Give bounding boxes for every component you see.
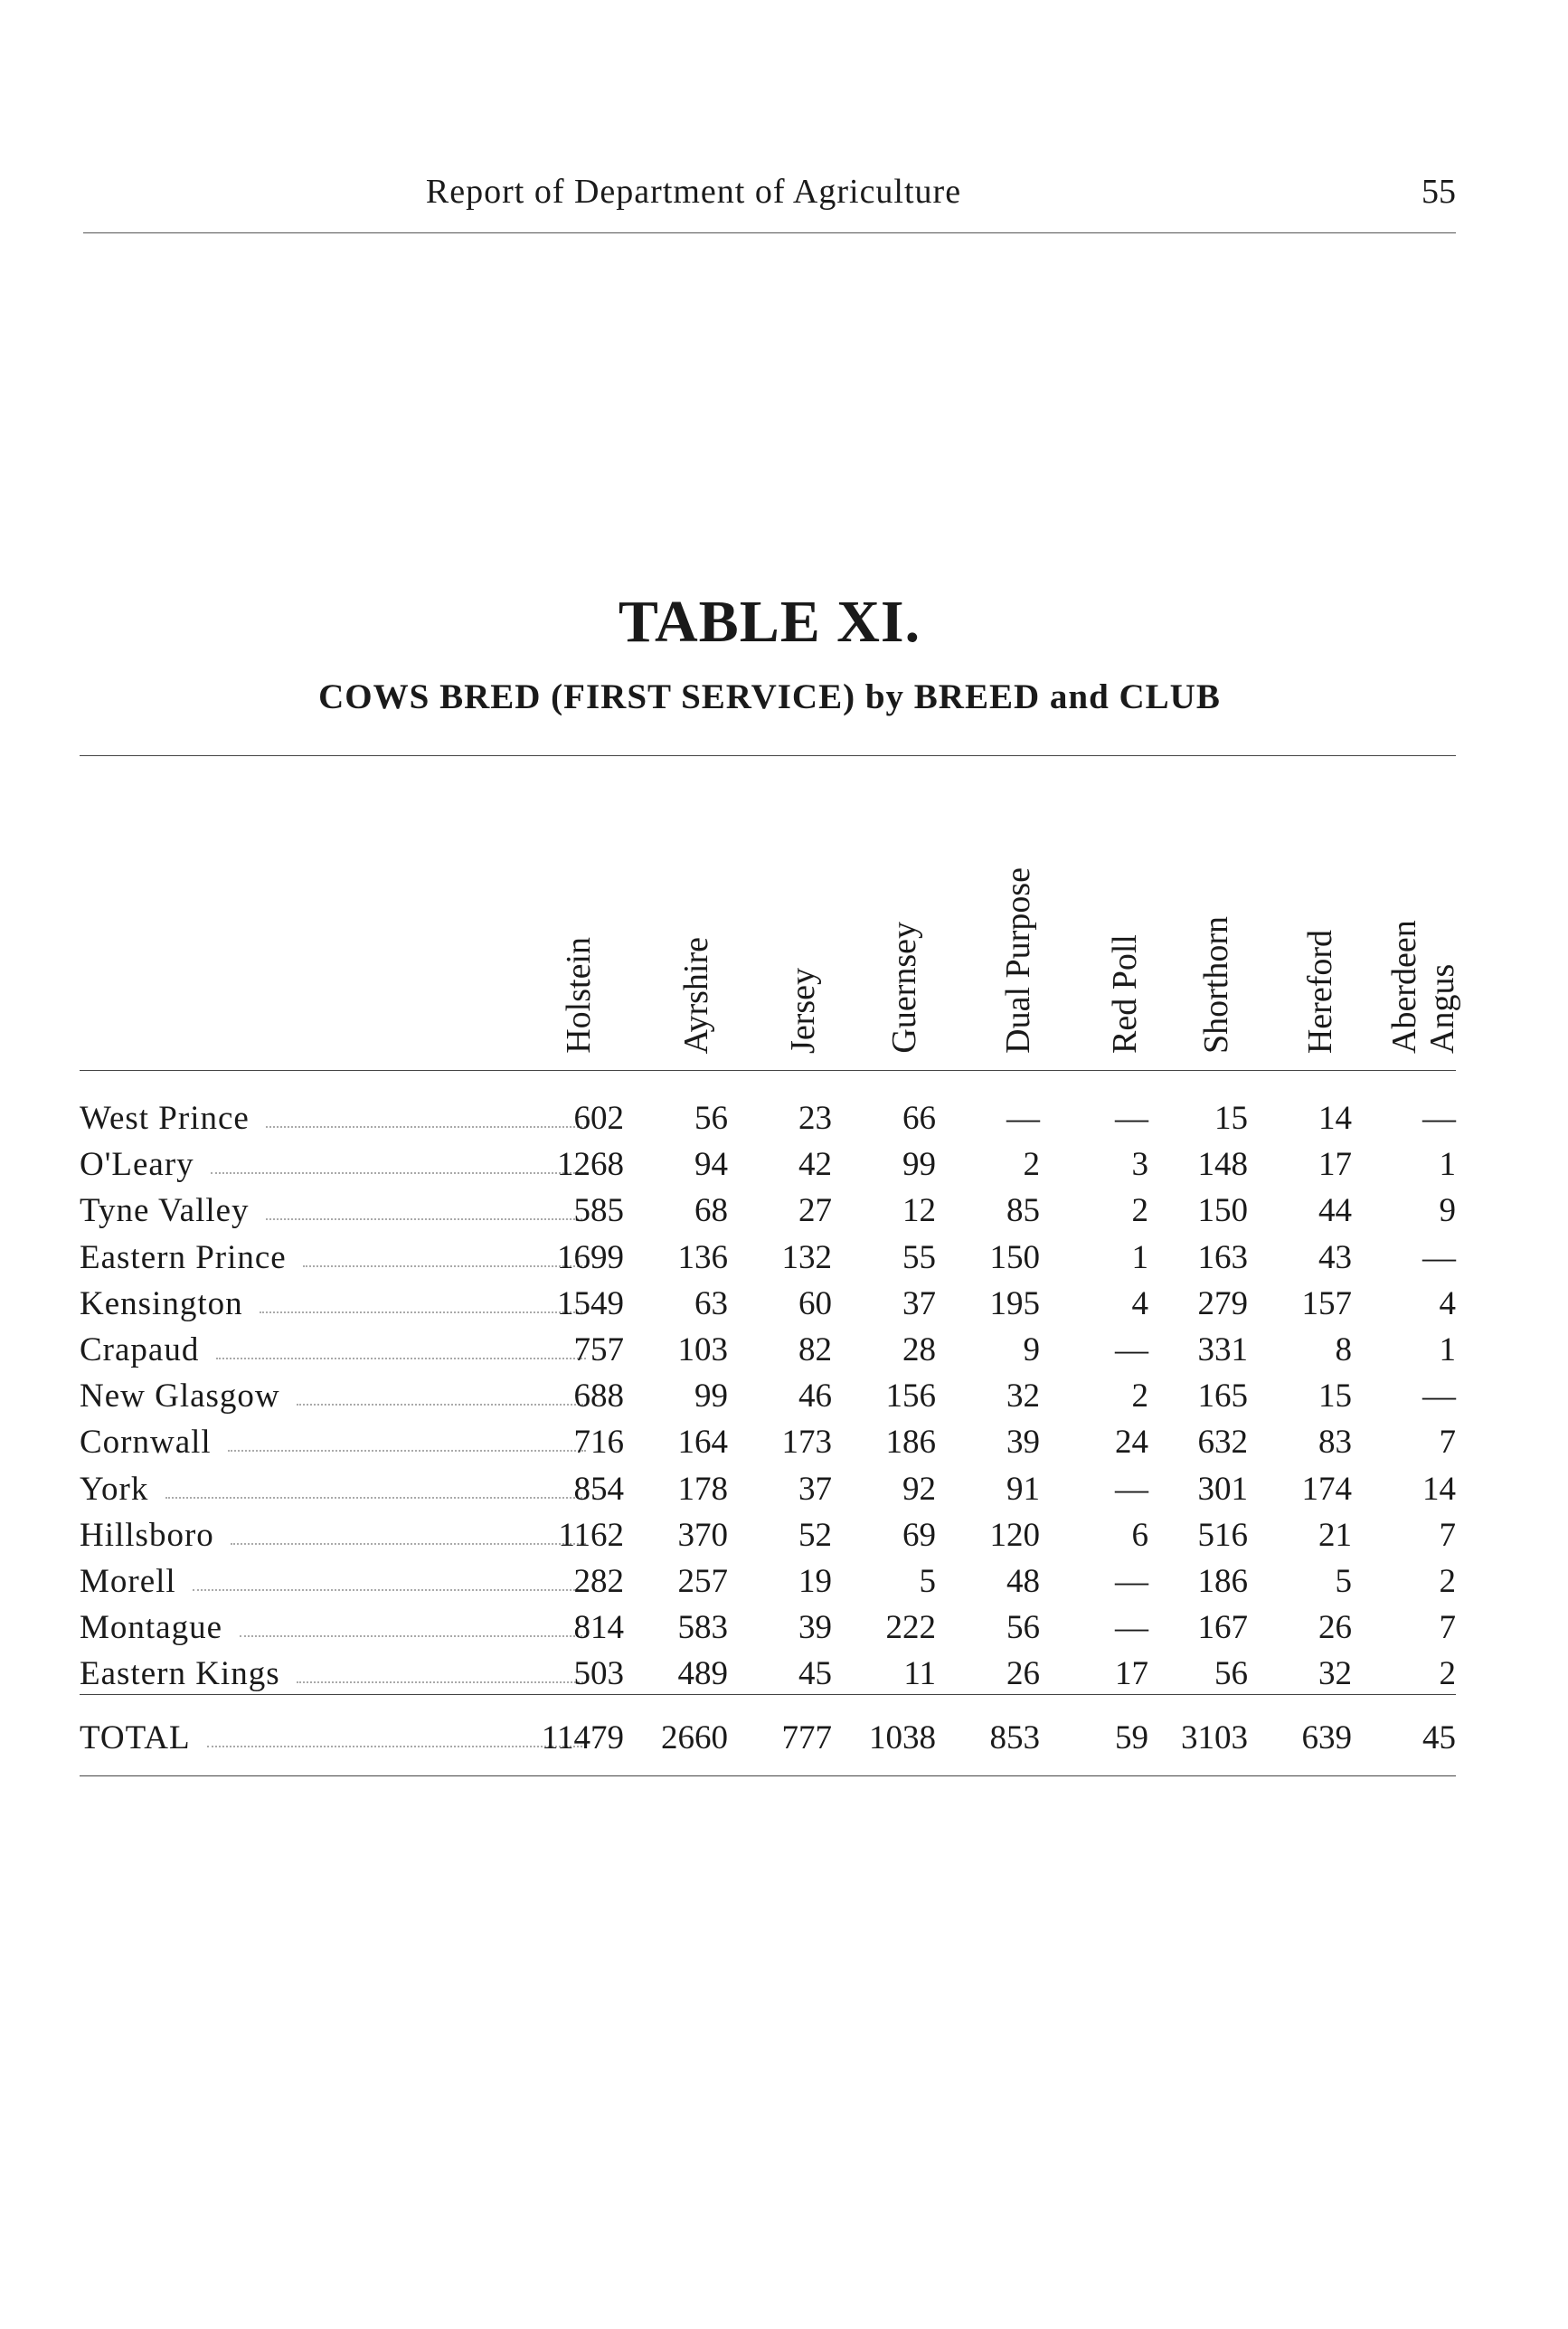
dot-leader (231, 1543, 586, 1545)
value-cell: 150 (989, 1239, 1040, 1276)
value-cell: 15 (1318, 1378, 1352, 1415)
value-cell: 222 (885, 1609, 936, 1646)
table-title: TABLE XI. (618, 589, 921, 655)
club-name: Eastern Prince (80, 1239, 287, 1276)
value-cell: 7 (1439, 1609, 1456, 1646)
value-cell: 11479 (541, 1719, 624, 1756)
dot-leader (297, 1681, 586, 1683)
column-header (868, 760, 940, 1054)
value-cell: 92 (902, 1471, 936, 1508)
club-name: York (80, 1471, 149, 1508)
table-row (80, 1191, 1456, 1237)
club-name: New Glasgow (80, 1378, 280, 1415)
header-rule (83, 232, 1456, 233)
value-cell: 19 (798, 1563, 832, 1600)
table-top-rule (80, 755, 1456, 756)
value-cell: 4 (1131, 1285, 1148, 1322)
value-cell: 26 (1318, 1609, 1352, 1646)
value-cell: 136 (677, 1239, 728, 1276)
dot-leader (266, 1126, 586, 1128)
value-cell: 4 (1439, 1285, 1456, 1322)
value-cell: 9 (1439, 1192, 1456, 1229)
club-name: Tyne Valley (80, 1192, 250, 1229)
value-cell: 3 (1131, 1146, 1148, 1183)
value-cell: 2 (1023, 1146, 1040, 1183)
column-header (660, 760, 732, 1054)
value-cell: — (1115, 1471, 1148, 1508)
header-bottom-rule (80, 1070, 1456, 1071)
value-cell: 32 (1318, 1655, 1352, 1692)
club-name: Cornwall (80, 1424, 212, 1461)
value-cell: 44 (1318, 1192, 1352, 1229)
table-row (80, 1423, 1456, 1469)
column-header-label: Holstein (560, 937, 598, 1054)
dot-leader (260, 1311, 586, 1313)
column-header-label: Aberdeen Angus (1385, 920, 1461, 1054)
value-cell: 173 (781, 1424, 832, 1461)
value-cell: 632 (1197, 1424, 1248, 1461)
value-cell: 583 (677, 1609, 728, 1646)
value-cell: 48 (1006, 1563, 1040, 1600)
value-cell: 2 (1131, 1378, 1148, 1415)
value-cell: 186 (885, 1424, 936, 1461)
value-cell: — (1422, 1100, 1456, 1137)
value-cell: 42 (798, 1146, 832, 1183)
dot-leader (165, 1497, 586, 1499)
value-cell: 83 (1318, 1424, 1352, 1461)
value-cell: 27 (798, 1192, 832, 1229)
value-cell: 157 (1301, 1285, 1352, 1322)
value-cell: 1 (1439, 1146, 1456, 1183)
value-cell: 23 (798, 1100, 832, 1137)
value-cell: 66 (902, 1100, 936, 1137)
value-cell: 15 (1214, 1100, 1248, 1137)
value-cell: 279 (1197, 1285, 1248, 1322)
page-number: 55 (1422, 173, 1456, 211)
value-cell: 56 (1214, 1655, 1248, 1692)
value-cell: 68 (694, 1192, 728, 1229)
value-cell: 21 (1318, 1517, 1352, 1554)
value-cell: 2660 (661, 1719, 728, 1756)
value-cell: 503 (573, 1655, 624, 1692)
value-cell: 2 (1439, 1655, 1456, 1692)
table-row (80, 1284, 1456, 1330)
value-cell: 163 (1197, 1239, 1248, 1276)
value-cell: 120 (989, 1517, 1040, 1554)
value-cell: 99 (694, 1378, 728, 1415)
value-cell: 489 (677, 1655, 728, 1692)
club-name: Morell (80, 1563, 176, 1600)
column-header (1385, 760, 1461, 1054)
value-cell: 63 (694, 1285, 728, 1322)
table-row (80, 1099, 1456, 1145)
value-cell: 132 (781, 1239, 832, 1276)
value-cell: 69 (902, 1517, 936, 1554)
dot-leader (266, 1218, 586, 1220)
value-cell: 55 (902, 1239, 936, 1276)
value-cell: 3103 (1181, 1719, 1248, 1756)
value-cell: 167 (1197, 1609, 1248, 1646)
value-cell: 52 (798, 1517, 832, 1554)
value-cell: 516 (1197, 1517, 1248, 1554)
value-cell: 94 (694, 1146, 728, 1183)
value-cell: — (1006, 1100, 1040, 1137)
column-header (1089, 760, 1161, 1054)
value-cell: 99 (902, 1146, 936, 1183)
value-cell: 2 (1131, 1192, 1148, 1229)
value-cell: 331 (1197, 1331, 1248, 1368)
value-cell: 156 (885, 1378, 936, 1415)
column-header (1284, 760, 1356, 1054)
value-cell: 32 (1006, 1378, 1040, 1415)
value-cell: 39 (798, 1609, 832, 1646)
dot-leader (303, 1265, 586, 1267)
value-cell: 585 (573, 1192, 624, 1229)
table-subtitle: COWS BRED (FIRST SERVICE) by BREED and CLUB (318, 677, 1221, 716)
value-cell: 91 (1006, 1471, 1040, 1508)
dot-leader (216, 1358, 586, 1359)
value-cell: 2 (1439, 1563, 1456, 1600)
column-header (767, 760, 839, 1054)
value-cell: 56 (694, 1100, 728, 1137)
value-cell: — (1422, 1378, 1456, 1415)
value-cell: 1699 (557, 1239, 624, 1276)
running-head: Report of Department of Agriculture (425, 173, 962, 211)
value-cell: 28 (902, 1331, 936, 1368)
value-cell: 282 (573, 1563, 624, 1600)
value-cell: 9 (1023, 1331, 1040, 1368)
value-cell: 5 (919, 1563, 936, 1600)
total-label: TOTAL (80, 1719, 191, 1756)
table-row (80, 1470, 1456, 1516)
column-header-label: Red Poll (1106, 934, 1144, 1054)
value-cell: 45 (1422, 1719, 1456, 1756)
value-cell: 186 (1197, 1563, 1248, 1600)
value-cell: 56 (1006, 1609, 1040, 1646)
column-header-label: Dual Purpose (999, 867, 1037, 1054)
value-cell: — (1115, 1609, 1148, 1646)
value-cell: 11 (903, 1655, 936, 1692)
value-cell: 639 (1301, 1719, 1352, 1756)
value-cell: 39 (1006, 1424, 1040, 1461)
value-cell: 370 (677, 1517, 728, 1554)
total-top-rule (80, 1694, 1456, 1695)
total-row (80, 1718, 1456, 1765)
value-cell: 6 (1131, 1517, 1148, 1554)
value-cell: 757 (573, 1331, 624, 1368)
value-cell: 26 (1006, 1655, 1040, 1692)
column-header (1180, 760, 1252, 1054)
value-cell: 1162 (558, 1517, 624, 1554)
value-cell: 1 (1131, 1239, 1148, 1276)
value-cell: 17 (1318, 1146, 1352, 1183)
value-cell: 1 (1439, 1331, 1456, 1368)
value-cell: 8 (1335, 1331, 1352, 1368)
dot-leader (193, 1589, 586, 1591)
dot-leader (240, 1635, 586, 1637)
value-cell: 602 (573, 1100, 624, 1137)
value-cell: 12 (902, 1192, 936, 1229)
value-cell: 82 (798, 1331, 832, 1368)
value-cell: 1038 (869, 1719, 936, 1756)
value-cell: 85 (1006, 1192, 1040, 1229)
value-cell: — (1422, 1239, 1456, 1276)
value-cell: 14 (1422, 1471, 1456, 1508)
column-header-label: Shorthorn (1197, 916, 1235, 1054)
value-cell: 7 (1439, 1517, 1456, 1554)
column-header-label: Ayrshire (677, 936, 715, 1054)
value-cell: 1268 (557, 1146, 624, 1183)
dot-leader (211, 1172, 586, 1174)
value-cell: 17 (1115, 1655, 1148, 1692)
value-cell: 103 (677, 1331, 728, 1368)
dot-leader (228, 1450, 586, 1452)
dot-leader (297, 1404, 586, 1406)
value-cell: — (1115, 1331, 1148, 1368)
page-header (83, 172, 1456, 226)
club-name: Montague (80, 1609, 223, 1646)
value-cell: 59 (1115, 1719, 1148, 1756)
dot-leader (207, 1746, 586, 1747)
table-row (80, 1608, 1456, 1654)
value-cell: 14 (1318, 1100, 1352, 1137)
value-cell: 148 (1197, 1146, 1248, 1183)
value-cell: 1549 (557, 1285, 624, 1322)
value-cell: 5 (1335, 1563, 1352, 1600)
column-header (982, 760, 1054, 1054)
value-cell: 777 (781, 1719, 832, 1756)
value-cell: 853 (989, 1719, 1040, 1756)
value-cell: 37 (902, 1285, 936, 1322)
value-cell: 43 (1318, 1239, 1352, 1276)
value-cell: 716 (573, 1424, 624, 1461)
club-name: Hillsboro (80, 1517, 214, 1554)
value-cell: 688 (573, 1378, 624, 1415)
value-cell: 45 (798, 1655, 832, 1692)
value-cell: 150 (1197, 1192, 1248, 1229)
value-cell: 37 (798, 1471, 832, 1508)
table-row (80, 1330, 1456, 1377)
table-row (80, 1377, 1456, 1423)
club-name: Kensington (80, 1285, 243, 1322)
value-cell: 24 (1115, 1424, 1148, 1461)
value-cell: 195 (989, 1285, 1040, 1322)
column-header-label: Guernsey (885, 922, 923, 1054)
value-cell: — (1115, 1563, 1148, 1600)
table-row (80, 1516, 1456, 1562)
table-bottom-rule (80, 1775, 1456, 1776)
value-cell: 165 (1197, 1378, 1248, 1415)
table-row (80, 1562, 1456, 1608)
table-row (80, 1238, 1456, 1284)
value-cell: 854 (573, 1471, 624, 1508)
value-cell: 60 (798, 1285, 832, 1322)
value-cell: 178 (677, 1471, 728, 1508)
value-cell: 257 (677, 1563, 728, 1600)
column-header (543, 760, 615, 1054)
club-name: Eastern Kings (80, 1655, 280, 1692)
value-cell: 301 (1197, 1471, 1248, 1508)
column-header-label: Hereford (1301, 929, 1339, 1054)
value-cell: 814 (573, 1609, 624, 1646)
club-name: Crapaud (80, 1331, 200, 1368)
value-cell: 46 (798, 1378, 832, 1415)
table-row (80, 1145, 1456, 1191)
club-name: O'Leary (80, 1146, 194, 1183)
value-cell: 164 (677, 1424, 728, 1461)
column-header-label: Jersey (784, 968, 822, 1054)
value-cell: — (1115, 1100, 1148, 1137)
club-name: West Prince (80, 1100, 250, 1137)
value-cell: 7 (1439, 1424, 1456, 1461)
value-cell: 174 (1301, 1471, 1352, 1508)
